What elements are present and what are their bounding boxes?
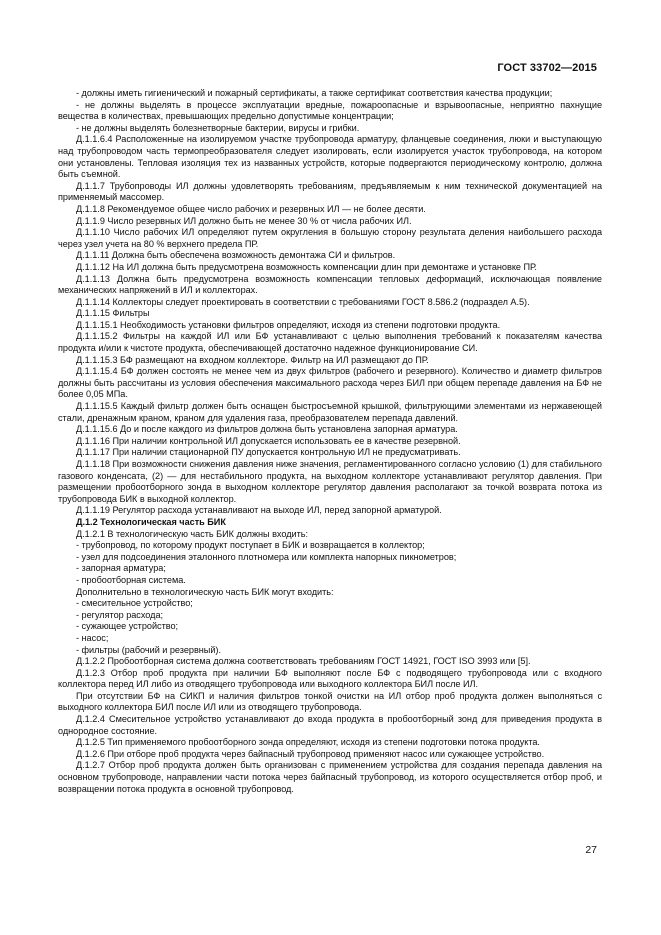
paragraph: Д.1.2.4 Смесительное устройство устанавливают до входа продукта в пробоотборный зонд для приведения продукта в однородное состояние. [58,714,602,736]
paragraph: Д.1.1.15.2 Фильтры на каждой ИЛ или БФ устанавливают с целью выполнения требований к показателям качества продукта и/или к чистоте продукта, обеспечивающей достаточно надежное функционирование СИ. [58,331,602,354]
paragraph: Д.1.1.16 При наличии контрольной ИЛ допускается использовать ее в качестве резервной. [76,435,461,446]
paragraph: - не должны выделять болезнетворные бактерии, вирусы и грибки. [76,122,360,133]
paragraph: Д.1.1.15 Фильтры [76,308,150,319]
list-item: - пробоотборная система. [76,574,186,585]
list-item: - узел для подсоединения эталонного плотномера или комплекта напорных пикнометров; [76,551,457,562]
paragraph: Д.1.1.15.5 Каждый фильтр должен быть оснащен быстросъемной крышкой, фильтрующими элементами из нержавеющей стали, дренажным краном, краном для удаления газа, преобразователем перепада давлений. [58,401,602,423]
list-item: - запорная арматура; [76,563,166,574]
paragraph: Д.1.1.9 Число резервных ИЛ должно быть не менее 30 % от числа рабочих ИЛ. [76,215,412,226]
list-item: - фильтры (рабочий и резервный). [76,644,221,655]
paragraph: Д.1.2.1 В технологическую часть БИК должны входить: [76,528,309,539]
list-item: - сужающее устройство; [76,621,179,632]
paragraph: - должны иметь гигиенический и пожарный сертификаты, а также сертификат соответствия качества продукции; [76,88,553,98]
paragraph: При отсутствии БФ на СИКП и наличия фильтров тонкой очистки на ИЛ отбор проб продукта должен выполняться с выходного коллектора БИЛ после ИЛ или из отводящего трубопровода. [58,690,602,713]
page-body [58,88,602,795]
paragraph: Д.1.1.19 Регулятор расхода устанавливают на выходе ИЛ, перед запорной арматурой. [76,505,442,516]
list-item: - насос; [76,632,109,643]
page-number: 27 [585,844,597,856]
paragraph: Д.1.1.18 При возможности снижения давления ниже значения, регламентированного согласно условию (1) для стабильного газового конденсата, (2) — для нестабильного продукта, на выходном коллекторе устанавливают регулятор давления. При размещении пробоотборного зонда в выходном коллекторе регулятор давления располагают за точкой возврата потока из трубопровода БИК в выходной коллектор. [58,459,602,504]
paragraph: Д.1.1.7 Трубопроводы ИЛ должны удовлетворять требованиям, предъявляемым к ним технической документацией на применяемый массомер. [58,180,602,203]
section-heading: Д.1.2 Технологическая часть БИК [76,516,226,527]
paragraph: Д.1.2.3 Отбор проб продукта при наличии БФ выполняют после БФ с подводящего трубопровода или с входного коллектора перед ИЛ либо из отводящего трубопровода или выходного коллектора БИЛ после ИЛ. [58,667,602,690]
paragraph: Д.1.1.15.6 До и после каждого из фильтров должна быть установлена запорная арматура. [76,424,458,435]
paragraph: Д.1.1.15.4 БФ должен состоять не менее чем из двух фильтров (рабочего и резервного). Количество и диаметр фильтров должны быть рассчитаны из условия обеспечения максимального расхода через БИЛ при общем перепаде давления на БФ не более 0,05 МПа. [58,366,602,400]
paragraph: Д.1.1.14 Коллекторы следует проектировать в соответствии с требованиями ГОСТ 8.586.2 (подраздел А.5). [76,296,530,307]
paragraph: Д.1.1.11 Должна быть обеспечена возможность демонтажа СИ и фильтров. [76,250,396,261]
paragraph: Д.1.1.8 Рекомендуемое общее число рабочих и резервных ИЛ — не более десяти. [76,203,426,214]
paragraph: Д.1.1.12 На ИЛ должна быть предусмотрена возможность компенсации длин при демонтаже и установке ПР. [76,261,537,272]
paragraph: Д.1.1.10 Число рабочих ИЛ определяют путем округления в большую сторону результата деления наибольшего расхода через узел учета на 80 % верхнего предела ПР. [58,227,602,249]
list-item: - регулятор расхода; [76,609,164,620]
paragraph: Д.1.2.2 Пробоотборная система должна соответствовать требованиям ГОСТ 14921, ГОСТ ISO 3993 или [5]. [76,656,531,667]
paragraph: Д.1.2.6 При отборе проб продукта через байпасный трубопровод применяют насос или сужающее устройство. [76,748,545,759]
paragraph: Д.1.1.17 При наличии стационарной ПУ допускается контрольную ИЛ не предусматривать. [76,447,461,458]
paragraph: Д.1.1.13 Должна быть предусмотрена возможность компенсации тепловых деформаций, исключающая появление механических напряжений в ИЛ и коллекторах. [58,273,602,296]
paragraph: - не должны выделять в процессе эксплуатации вредные, пожароопасные и взрывоопасные, неприятно пахнущие вещества в количествах, превышающих предельно допустимые концентрации; [58,99,602,122]
list-item: - смесительное устройство; [76,598,193,609]
paragraph: Д.1.2.5 Тип применяемого пробоотборного зонда определяют, исходя из степени подготовки потока продукта. [76,737,540,748]
paragraph: Д.1.1.15.1 Необходимость установки фильтров определяют, исходя из степени подготовки продукта. [76,319,501,330]
document-number: ГОСТ 33702—2015 [497,62,597,74]
paragraph: Д.1.1.6.4 Расположенные на изолируемом участке трубопровода арматуру, фланцевые соединения, люки и выступающую над трубопроводом часть термопреобразователя следует изолировать, если изолируется участок трубопровода, на котором они установлены. Тепловая изоляция тех из названных устройств, которые подвергаются периодическому контролю, должна быть съемной. [58,134,602,180]
paragraph: Дополнительно в технологическую часть БИК могут входить: [76,586,334,597]
paragraph: Д.1.2.7 Отбор проб продукта должен быть организован с применением устройства для создания перепада давления на основном трубопроводе, направлении части потока через байпасный трубопровод, из которого осуществляется отбор проб, и возвращении потока продукта в основной трубопровод. [58,760,602,794]
paragraph: Д.1.1.15.3 БФ размещают на входном коллекторе. Фильтр на ИЛ размещают до ПР. [76,354,429,365]
list-item: - трубопровод, по которому продукт поступает в БИК и возвращается в коллектор; [76,540,425,551]
